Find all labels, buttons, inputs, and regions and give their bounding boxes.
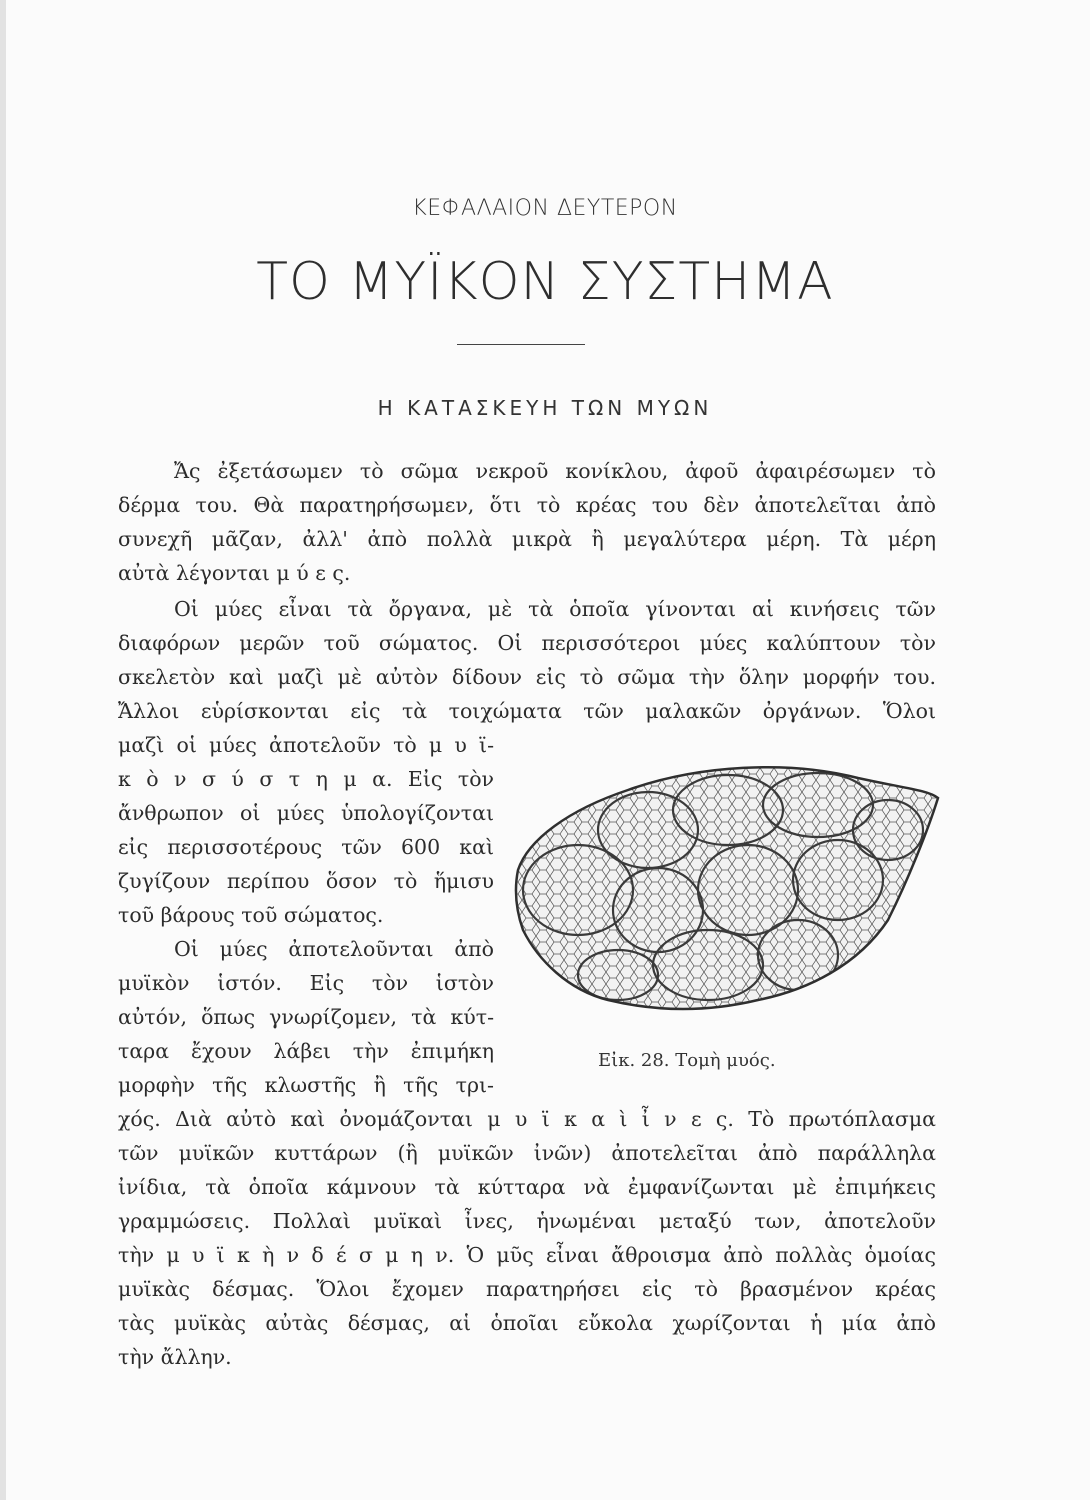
text-line: ἄνθρωπον οἱ μύες ὑπολογίζονται <box>118 801 494 825</box>
text-line: μορφὴν τῆς κλωστῆς ἢ τῆς τρι- <box>118 1073 494 1097</box>
paragraph-2-narrow <box>118 728 494 932</box>
text-line: τὰς μυϊκὰς αὐτὰς δέσμας, αἱ ὁποῖαι εὔκολα χωρίζονται ἡ μία ἀπὸ <box>118 1311 936 1335</box>
paragraph-3 <box>118 1102 936 1374</box>
text-line: μυϊκὰς δέσμας. Ὅλοι ἔχομεν παρατηρήσει εἰς τὸ βρασμένον κρέας <box>118 1277 936 1301</box>
text-line: συνεχῆ μᾶζαν, ἀλλ' ἀπὸ πολλὰ μικρὰ ἢ μεγαλύτερα μέρη. Τὰ μέρη <box>118 527 936 551</box>
title-rule <box>457 344 585 345</box>
text-line: δέρμα του. Θὰ παρατηρήσωμεν, ὅτι τὸ κρέας του δὲν ἀποτελεῖται ἀπὸ <box>118 493 936 517</box>
muscle-section-figure <box>508 750 940 1050</box>
text-line: Ἄλλοι εὑρίσκονται εἰς τὰ τοιχώματα τῶν μαλακῶν ὀργάνων. Ὅλοι <box>118 699 936 723</box>
text-line: μαζὶ οἱ μύες ἀποτελοῦν τὸ μ υ ϊ- <box>118 733 494 757</box>
text-line: αὐτόν, ὅπως γνωρίζομεν, τὰ κύτ- <box>118 1005 494 1029</box>
text-line: εἰς περισσοτέρους τῶν 600 καὶ <box>118 835 494 859</box>
text-line: Ἄς ἐξετάσωμεν τὸ σῶμα νεκροῦ κονίκλου, ἀφοῦ ἀφαιρέσωμεν τὸ <box>174 459 936 483</box>
chapter-heading: ΚΕΦΑΛΑΙΟΝ ΔΕΥΤΕΡΟΝ <box>412 196 678 221</box>
text-line: ἰνίδια, τὰ ὁποῖα κάμνουν τὰ κύτταρα νὰ ἐμφανίζωνται μὲ ἐπιμήκεις <box>118 1175 936 1199</box>
text-line: κ ὸ ν σ ύ σ τ η μ α. Εἰς τὸν <box>118 767 494 791</box>
text-line: ζυγίζουν περίπου ὅσον τὸ ἥμισυ <box>118 869 494 893</box>
text-line: Οἱ μύες εἶναι τὰ ὄργανα, μὲ τὰ ὁποῖα γίνονται αἱ κινήσεις τῶν <box>174 597 936 621</box>
page-title: ΤΟ ΜΥΪΚΟΝ ΣΥΣΤΗΜΑ <box>256 252 834 312</box>
paragraph-1 <box>118 454 936 590</box>
text-line: χός. Διὰ αὐτὸ καὶ ὀνομάζονται μ υ ϊ κ α ὶ ἶ ν ε ς. Τὸ πρωτόπλασμα <box>118 1107 936 1131</box>
text-line: γραμμώσεις. Πολλαὶ μυϊκαὶ ἶνες, ἡνωμέναι μεταξύ των, ἀποτελοῦν <box>118 1209 936 1233</box>
text-line: αὐτὰ λέγονται μ ύ ε ς. <box>118 561 351 585</box>
text-line: σκελετὸν καὶ μαζὶ μὲ αὐτὸν δίδουν εἰς τὸ σῶμα τὴν ὅλην μορφήν του. <box>118 665 936 689</box>
paragraph-3-narrow <box>118 932 494 1102</box>
text-line: τὴν ἄλλην. <box>118 1345 232 1369</box>
text-line: τὴν μ υ ϊ κ ὴ ν δ έ σ μ η ν. Ὁ μῦς εἶναι ἄθροισμα ἀπὸ πολλὰς ὁμοίας <box>118 1243 936 1267</box>
text-line: Οἱ μύες ἀποτελοῦνται ἀπὸ <box>174 937 494 961</box>
text-line: ταρα ἔχουν λάβει τὴν ἐπιμήκη <box>118 1039 494 1063</box>
text-line: τῶν μυϊκῶν κυττάρων (ἢ μυϊκῶν ἰνῶν) ἀποτελεῖται ἀπὸ παράλληλα <box>118 1141 936 1165</box>
text-line: διαφόρων μερῶν τοῦ σώματος. Οἱ περισσότεροι μύες καλύπτουν τὸν <box>118 631 936 655</box>
text-line: τοῦ βάρους τοῦ σώματος. <box>118 903 384 927</box>
paragraph-2 <box>118 592 936 728</box>
figure-caption: Εἰκ. 28. Τομὴ μυός. <box>598 1050 776 1071</box>
section-subtitle: Η ΚΑΤΑΣΚΕΥΗ ΤΩΝ ΜΥΩΝ <box>377 396 713 420</box>
text-line: μυϊκὸν ἱστόν. Εἰς τὸν ἱστὸν <box>118 971 494 995</box>
